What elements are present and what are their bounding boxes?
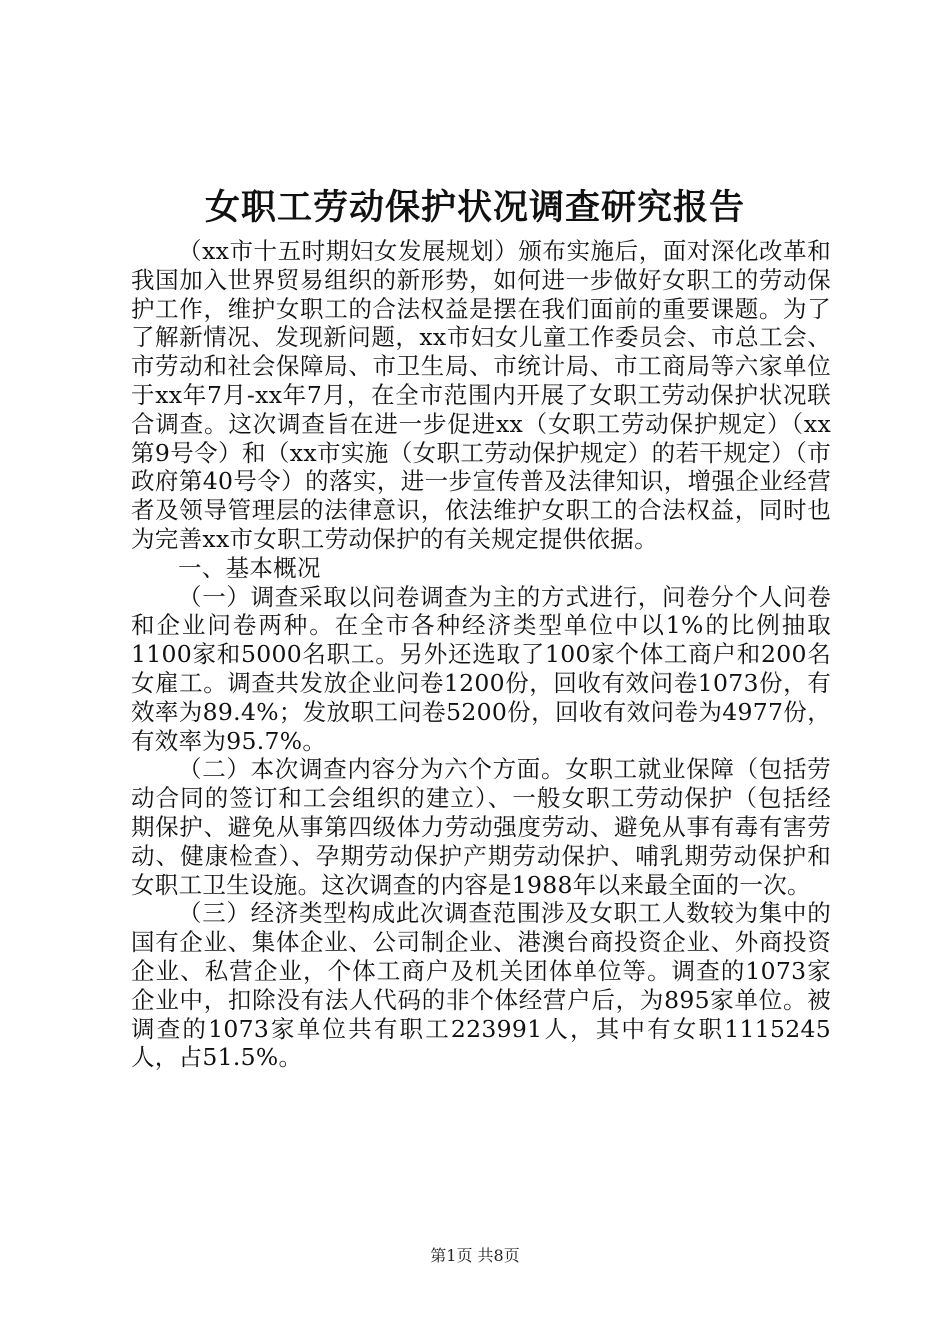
document-title: 女职工劳动保护状况调查研究报告 [204,187,745,228]
subsection-paragraph-3: （三）经济类型构成此次调查范围涉及女职工人数较为集中的国有企业、集体企业、公司制企业、港澳台商投资企业、外商投资企业、私营企业，个体工商户及机关团体单位等。调查的1073家企业中，扣除没有法人代码的非个体经营户后，为895家单位。被调查的1073家单位共有职工223991人，其中有女职1115245人，占51.5%。 [131,899,831,1072]
subsection-paragraph-1: （一）调查采取以问卷调查为主的方式进行，问卷分个人问卷和企业问卷两种。在全市各种经济类型单位中以1%的比例抽取1100家和5000名职工。另外还选取了100家个体工商户和200名女雇工。调查共发放企业问卷1200份，回收有效问卷1073份，有效率为89.4%；发放职工问卷5200份，回收有效问卷为4977份，有效率为95.7%。 [131,582,831,755]
page-number-footer: 第1页 共8页 [430,1246,520,1265]
intro-paragraph: （xx市十五时期妇女发展规划）颁布实施后，面对深化改革和我国加入世界贸易组织的新形势，如何进一步做好女职工的劳动保护工作，维护女职工的合法权益是摆在我们面前的重要课题。为了了解新情况、发现新问题，xx市妇女儿童工作委员会、市总工会、市劳动和社会保障局、市卫生局、市统计局、市工商局等六家单位于xx年7月-xx年7月，在全市范围内开展了女职工劳动保护状况联合调查。这次调查旨在进一步促进xx（女职工劳动保护规定）（xx第9号令）和（xx市实施（女职工劳动保护规定）的若干规定）（市政府第40号令）的落实，进一步宣传普及法律知识，增强企业经营者及领导管理层的法律意识，依法维护女职工的合法权益，同时也为完善xx市女职工劳动保护的有关规定提供依据。 [131,237,831,553]
document-body [131,237,831,1072]
section-heading-basic-overview: 一、基本概况 [178,553,321,582]
subsection-paragraph-2: （二）本次调查内容分为六个方面。女职工就业保障（包括劳动合同的签订和工会组织的建立）、一般女职工劳动保护（包括经期保护、避免从事第四级体力劳动强度劳动、避免从事有毒有害劳动、健康检查）、孕期劳动保护产期劳动保护、哺乳期劳动保护和女职工卫生设施。这次调查的内容是1988年以来最全面的一次。 [131,755,831,899]
